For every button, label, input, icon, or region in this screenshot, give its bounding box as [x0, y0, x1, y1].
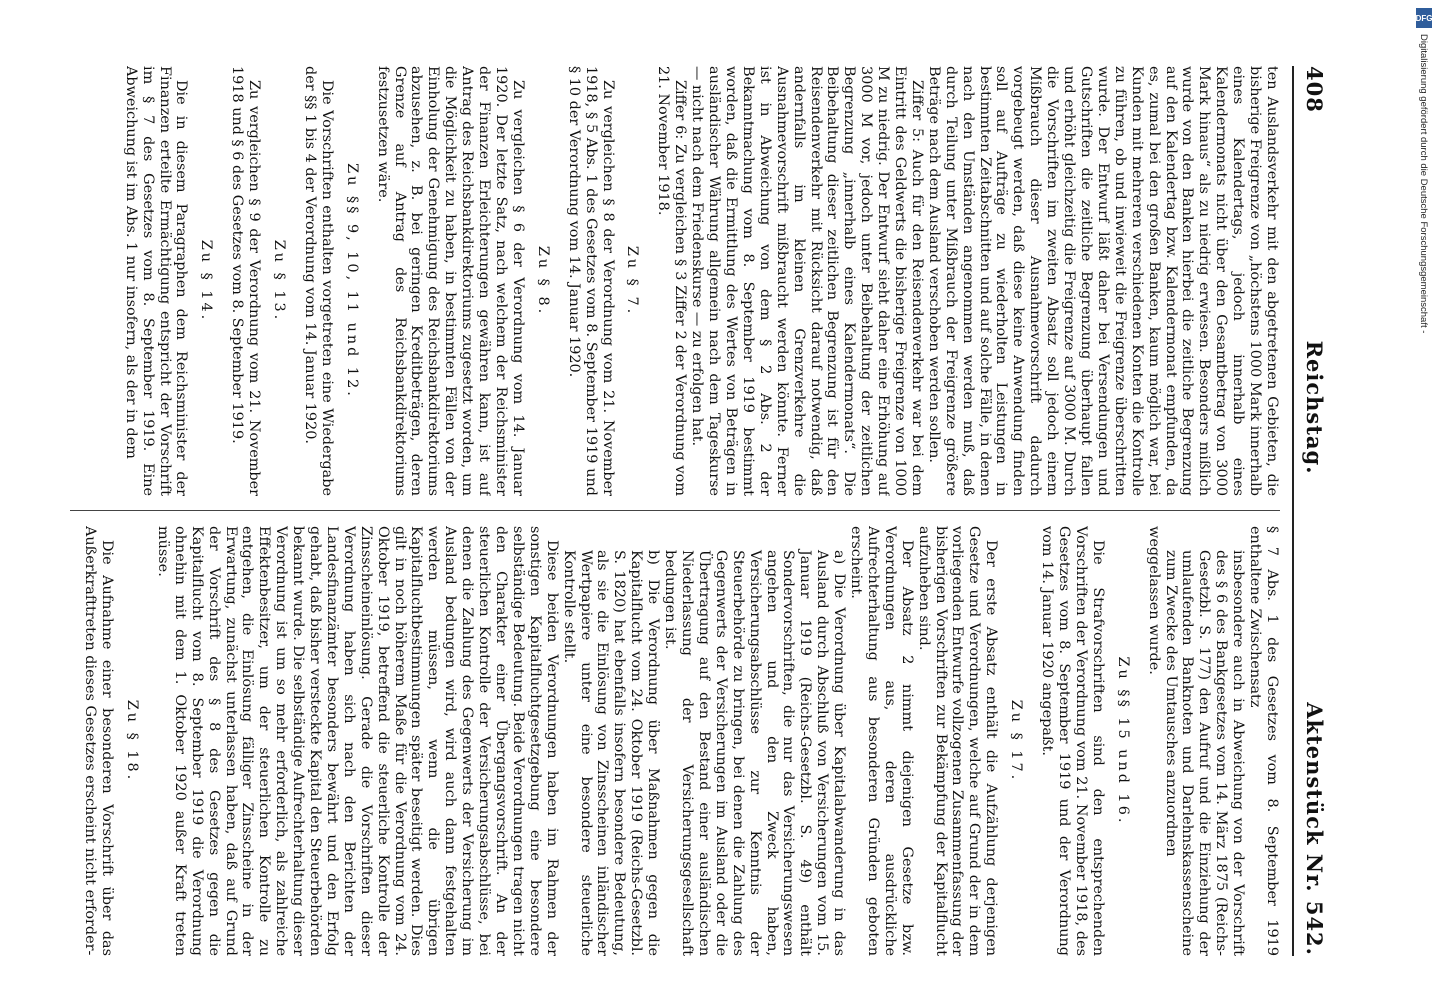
paragraph: Ziffer 6: Zu vergleichen § 3 Ziffer 2 der Verordnung vom 21. November 1918.	[655, 66, 689, 496]
section-heading: Zu § 17.	[1008, 699, 1025, 783]
running-title: Reichstag.	[1302, 340, 1328, 475]
section-heading: Zu § 14.	[198, 239, 215, 323]
header-rule	[1292, 66, 1294, 956]
paragraph: Zu vergleichen § 9 der Verordnung vom 21. November 1918 und § 6 des Gesetzes vom 8. September 1919.	[229, 66, 263, 496]
paragraph: Die in diesem Paragraphen dem Reichsminister der Finanzen erteilte Ermächtigung entspricht der Vorschrift im § 7 des Gesetzes vom 8. September 1919. Eine Abweichung ist im Abs. 1 nur insofern, als der in dem	[122, 66, 190, 496]
paragraph: Zu vergleichen § 6 der Verordnung vom 14. Januar 1920. Der letzte Satz, nach welchem der Reichsminister der Finanzen Erleichterungen gewähren kann, ist auf Antrag des Reichsbankdirektoriums zugesetzt worden, um die Möglichkeit zu haben, in bestimmten Fällen von der Einholung der Genehmigung des Reichsbankdirektoriums abzusehen, z. B. bei geringen Kreditbeträgen, deren Grenze auf Antrag des Reichsbankdirektoriums festzusetzen wäre.	[374, 66, 526, 496]
document-page	[50, 46, 1340, 976]
paragraph: Diese beiden Verordnungen haben im Rahmen der sonstigen Kapitalfluchtgesetzgebung eine besondere selbständige Bedeutung. Beide Verordnungen tragen nicht den Charakter einer Übergangsvorschrift. An der steuerlichen Kontrolle der Versicherungsabschlüsse, bei denen die Zahlung des Gegenwerts der Versicherung im Ausland bedungen wird, wird auch dann festgehalten werden müssen, wenn die übrigen Kapitalfluchtbestimmungen später beseitigt werden. Dies gilt in noch höherem Maße für die Verordnung vom 24. Oktober 1919, betreffend die steuerliche Kontrolle der Zinsscheineinlösung. Gerade die Vorschriften dieser Verordnung haben sich nach den Berichten der Landesfinanzämter besonders bewährt und den Erfolg gehabt, daß bisher versteckte Kapital den Steuerbehörden bekannt wurde. Die selbständige Aufrechterhaltung dieser Verordnung ist um so mehr erforderlich, als zahlreiche Effektenbesitzer, um der steuerlichen Kontrolle zu entgehen, die Einlösung fälliger Zinsscheine in der Erwartung, zunächst unterlassen haben, daß auf Grund der Vorschrift des § 8 des Gesetzes gegen die Kapitalflucht vom 8. September 1919 die Verordnung ohnehin mit dem 1. Oktober 1920 außer Kraft treten müsse.	[154, 526, 560, 956]
section-heading: Zu §§ 9, 10, 11 und 12.	[343, 163, 360, 399]
section-heading: Zu § 8.	[534, 245, 551, 317]
paragraph: weggelassen wurde.	[1145, 526, 1162, 675]
section-heading: Zu § 18.	[124, 699, 140, 783]
right-column	[70, 526, 1280, 956]
section-heading: Zu §§ 15 und 16.	[1114, 656, 1131, 826]
paragraph: a) Die Verordnung über Kapitalabwanderung in das Ausland durch Abschluß von Versicherungen vom 15. Januar 1919 (Reichs-Gesetzbl. S. 49) enthält Sondervorschriften, die nur das Versicherungswesen angehen und den Zweck haben, Versicherungsabschlüsse zur Kenntnis der Steuerbehörde zu bringen, bei denen die Zahlung des Gegenwerts der Versicherungen im Ausland oder die Übertragung auf den Bestand einer ausländischen Niederlassung der Versicherungsgesellschaft bedungen ist.	[662, 550, 848, 956]
paragraph: Der Absatz 2 nimmt diejenigen Gesetze bzw. Verordnungen aus, deren ausdrückliche Aufrechterhaltung aus besonderen Gründen geboten erscheint.	[848, 526, 915, 956]
page-header	[1298, 66, 1332, 956]
document-number: Aktenstück Nr. 542.	[1302, 702, 1328, 956]
paragraph: Zu vergleichen § 8 der Verordnung vom 21. November 1918, § 5 Abs. 1 des Gesetzes vom 8. September 1919 und § 10 der Verordnung vom 14. Januar 1920.	[565, 66, 616, 496]
paragraph: b) Die Verordnung über Maßnahmen gegen die Kapitalflucht vom 24. Oktober 1919 (Reichs-Gesetzbl. S. 1820) hat ebenfalls insofern besondere Bedeutung, als sie die Einlösung von Zinsscheinen inländischer Wertpapiere unter eine besondere steuerliche Kontrolle stellt.	[560, 550, 662, 956]
paragraph: Die Vorschriften enthalten vorgetreten eine Wiedergabe der §§ 1 bis 4 der Verordnung vom 14. Januar 1920.	[301, 66, 335, 496]
dfg-logo: DFG	[1416, 8, 1432, 28]
left-column	[70, 66, 1280, 496]
paragraph: insbesondere auch in Abweichung von der Vorschrift des § 6 des Bankgesetzes vom 14. März 1875 (Reichs-Gesetzbl. S. 177) den Aufruf und die Einziehung der umlaufenden Banknoten und Darlehnskassenscheine zum Zwecke des Umtausches anzuordnen	[1162, 550, 1247, 956]
paragraph: Die Aufnahme einer besonderen Vorschrift über das Außerkrafttreten dieses Gesetzes erscheint nicht erforder-	[82, 526, 116, 956]
paragraph: Die Strafvorschriften sind den entsprechenden Vorschriften der Verordnung vom 21. November 1918, des Gesetzes vom 8. September 1919 und der Verordnung vom 14. Januar 1920 angepaßt.	[1039, 526, 1106, 956]
column-divider	[70, 510, 1280, 511]
section-heading: Zu § 13.	[271, 239, 288, 323]
paragraph: Ziffer 5: Auch für den Reisendenverkehr war bei dem Eintritt des Geldwerts die bisherige Freigrenze von 1000 M zu niedrig. Der Entwurf sieht daher eine Erhöhung auf 3000 M vor, jedoch unter Beibehaltung der zeitlichen Begrenzung „innerhalb eines Kalendermonats“. Die Beibehaltung dieser zeitlichen Begrenzung ist für den Reisendenverkehr mit Rücksicht darauf notwendig, daß andernfalls im kleinen Grenzverkehre die Ausnahmevorschrift mißbraucht werden könnte. Ferner ist in Abweichung von dem § 2 Abs. 2 der Bekanntmachung vom 8. September 1919 bestimmt worden, daß die Ermittlung des Wertes von Beträgen in ausländischer Währung allgemein nach dem Tageskurse — nicht nach dem Friedenskurse — zu erfolgen hat.	[689, 66, 925, 496]
section-heading: Zu § 7.	[624, 245, 641, 317]
paragraph: Der erste Absatz enthält die Aufzählung derjenigen Gesetze und Verordnungen, welche auf Grund der in dem vorliegenden Entwurfe vollzogenen Zusammenfassung der bisherigen Vorschriften zur Bekämpfung der Kapitalflucht aufzuheben sind.	[915, 526, 1000, 956]
paragraph: ten Auslandsverkehr mit den abgetretenen Gebieten, die bisherige Freigrenze von „höchstens 1000 Mark innerhalb eines Kalendertags, jedoch innerhalb eines Kalendermonats nicht über den Gesamtbetrag von 3000 Mark hinaus“ als zu niedrig erwiesen. Besonders mißlich wurde von den Banken hierbei die zeitliche Begrenzung auf den Kalendertag bzw. Kalendermonat empfunden, da es, zumal bei den großen Banken, kaum möglich war, bei Kunden mit mehreren verschiedenen Konten die Kontrolle zu führen, ob und inwieweit die Freigrenze überschritten wurde. Der Entwurf läßt daher bei Versendungen und Gutschriften die zeitliche Begrenzung überhaupt fallen und erhöht gleichzeitig die Freigrenze auf 3000 M. Durch die Vorschriften im zweiten Absatz soll jedoch einem Mißbrauch dieser Ausnahmevorschrift dadurch vorgebeugt werden, daß diese keine Anwendung finden soll auf Aufträge zu wiederholten Leistungen in bestimmten Zeitabschnitten und auf solche Fälle, in denen nach den Umständen angenommen werden muß, daß durch Teilung unter Mißbrauch der Freigrenze größere Beträge nach dem Ausland verschoben werden sollen.	[925, 66, 1280, 496]
credit-text: Digitalisierung gefördert durch die Deutsche Forschungsgemeinschaft -	[1418, 34, 1429, 334]
page-number: 408	[1302, 66, 1328, 113]
paragraph: § 7 Abs. 1 des Gesetzes vom 8. September 1919 enthaltene Zwischensatz	[1247, 526, 1280, 956]
